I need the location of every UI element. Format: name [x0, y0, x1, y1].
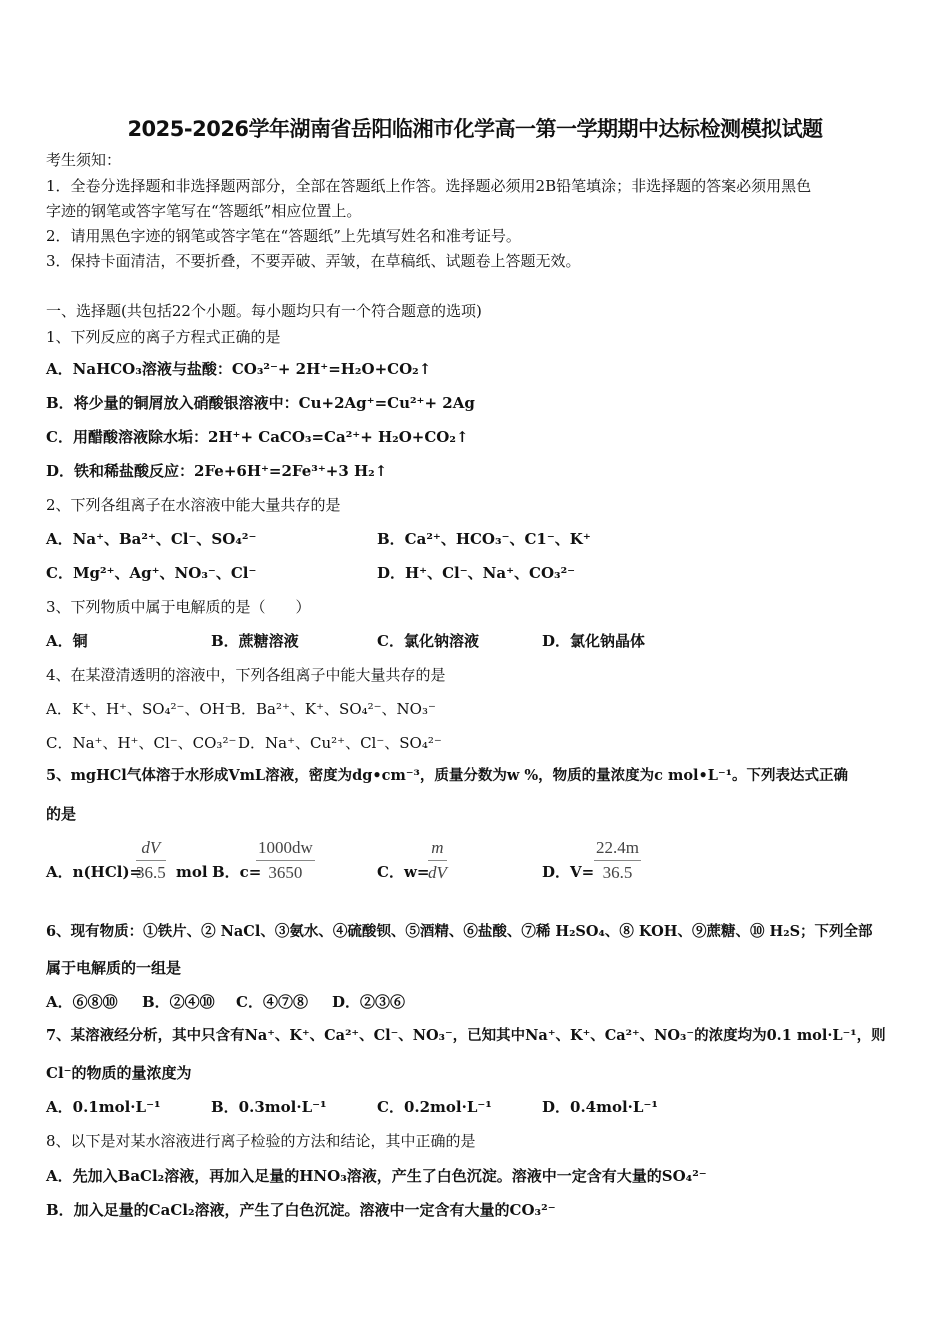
- denominator: 36.5: [602, 863, 633, 882]
- option-prefix: D．V=: [542, 863, 595, 881]
- page-title: 2025-2026学年湖南省岳阳临湘市化学高一第一学期期中达标检测模拟试题: [127, 117, 823, 141]
- option: A．先加入BaCl₂溶液，再加入足量的HNO₃溶液，产生了白色沉淀。溶液中一定含有大量的SO₄²⁻: [46, 1167, 707, 1185]
- option: B．Ca²⁺、HCO₃⁻、C1⁻、K⁺: [377, 530, 591, 548]
- denominator: 36.5: [136, 863, 166, 882]
- option-prefix: C．w=: [377, 863, 430, 881]
- option: D．H⁺、Cl⁻、Na⁺、CO₃²⁻: [377, 564, 576, 582]
- fraction: [428, 836, 447, 885]
- option: B．Ba²⁺、K⁺、SO₄²⁻、NO₃⁻: [230, 700, 436, 718]
- notice-item: 3．保持卡面清洁，不要折叠，不要弄破、弄皱，在草稿纸、试题卷上答题无效。: [46, 252, 581, 270]
- option: A．K⁺、H⁺、SO₄²⁻、OH⁻: [46, 700, 233, 718]
- option: A．铜: [46, 632, 88, 650]
- option: C．0.2mol·L⁻¹: [377, 1098, 492, 1116]
- option: C．氯化钠溶液: [377, 632, 479, 650]
- question-stem: 4、在某澄清透明的溶液中，下列各组离子中能大量共存的是: [46, 666, 446, 684]
- notice-item: 1．全卷分选择题和非选择题两部分，全部在答题纸上作答。选择题必须用2B铅笔填涂；非选择题的答案必须用黑色: [46, 177, 812, 195]
- option: C．Na⁺、H⁺、Cl⁻、CO₃²⁻: [46, 734, 237, 752]
- option: B．②④⑩: [142, 993, 215, 1011]
- option: A．⑥⑧⑩: [46, 993, 118, 1011]
- option: A．Na⁺、Ba²⁺、Cl⁻、SO₄²⁻: [46, 530, 257, 548]
- question-stem: 6、现有物质：①铁片、② NaCl、③氨水、④硫酸钡、⑤酒精、⑥盐酸、⑦稀 H₂SO₄、⑧ KOH、⑨蔗糖、⑩ H₂S；下列全部: [46, 923, 873, 940]
- option-prefix: A．n(HCl)=: [46, 863, 143, 881]
- notice-heading: 考生须知：: [46, 151, 122, 169]
- question-stem: 7、某溶液经分析，其中只含有Na⁺、K⁺、Ca²⁺、Cl⁻、NO₃⁻，已知其中Na⁺、K⁺、Ca²⁺、NO₃⁻的浓度均为0.1 mol·L⁻¹，则: [46, 1027, 886, 1044]
- section-heading: 一、选择题(共包括22个小题。每小题均只有一个符合题意的选项): [46, 302, 482, 320]
- option: B．0.3mol·L⁻¹: [211, 1098, 327, 1116]
- numerator: 1000dw: [256, 836, 315, 861]
- notice-item: 2．请用黑色字迹的钢笔或答字笔在“答题纸”上先填写姓名和准考证号。: [46, 227, 521, 245]
- option: B．将少量的铜屑放入硝酸银溶液中：Cu+2Ag⁺=Cu²⁺+ 2Ag: [46, 394, 475, 412]
- fraction: [136, 836, 166, 885]
- question-stem: 属于电解质的一组是: [46, 959, 182, 977]
- option: D．0.4mol·L⁻¹: [542, 1098, 658, 1116]
- option: C．④⑦⑧: [236, 993, 308, 1011]
- option: A．0.1mol·L⁻¹: [46, 1098, 161, 1116]
- fraction: [594, 836, 641, 885]
- question-stem: 3、下列物质中属于电解质的是（ ）: [46, 598, 311, 616]
- fraction: [256, 836, 315, 885]
- notice-item: 字迹的钢笔或答字笔写在“答题纸”相应位置上。: [46, 202, 362, 220]
- option: C．用醋酸溶液除水垢：2H⁺+ CaCO₃=Ca²⁺+ H₂O+CO₂↑: [46, 428, 469, 446]
- question-stem: 1、下列反应的离子方程式正确的是: [46, 328, 281, 346]
- option: D．②③⑥: [332, 993, 406, 1011]
- question-stem: 8、以下是对某水溶液进行离子检验的方法和结论，其中正确的是: [46, 1132, 476, 1150]
- option: D．Na⁺、Cu²⁺、Cl⁻、SO₄²⁻: [238, 734, 442, 752]
- option-suffix: mol: [176, 863, 208, 881]
- denominator: dV: [428, 863, 447, 882]
- option: D．氯化钠晶体: [542, 632, 646, 650]
- option: A．NaHCO₃溶液与盐酸：CO₃²⁻+ 2H⁺=H₂O+CO₂↑: [46, 360, 432, 378]
- denominator: 3650: [268, 863, 303, 882]
- option: B．加入足量的CaCl₂溶液，产生了白色沉淀。溶液中一定含有大量的CO₃²⁻: [46, 1201, 556, 1219]
- option-prefix: B．c=: [212, 863, 262, 881]
- question-stem: 2、下列各组离子在水溶液中能大量共存的是: [46, 496, 341, 514]
- question-stem: Cl⁻的物质的量浓度为: [46, 1064, 192, 1082]
- question-stem: 的是: [46, 805, 77, 823]
- option: C．Mg²⁺、Ag⁺、NO₃⁻、Cl⁻: [46, 564, 257, 582]
- numerator: dV: [136, 836, 166, 861]
- option: B．蔗糖溶液: [211, 632, 299, 650]
- numerator: m: [428, 836, 447, 861]
- option: D．铁和稀盐酸反应：2Fe+6H⁺=2Fe³⁺+3 H₂↑: [46, 462, 388, 480]
- numerator: 22.4m: [594, 836, 641, 861]
- question-stem: 5、mgHCl气体溶于水形成VmL溶液，密度为dg•cm⁻³，质量分数为w %，物质的量浓度为c mol•L⁻¹。下列表达式正确: [46, 767, 848, 784]
